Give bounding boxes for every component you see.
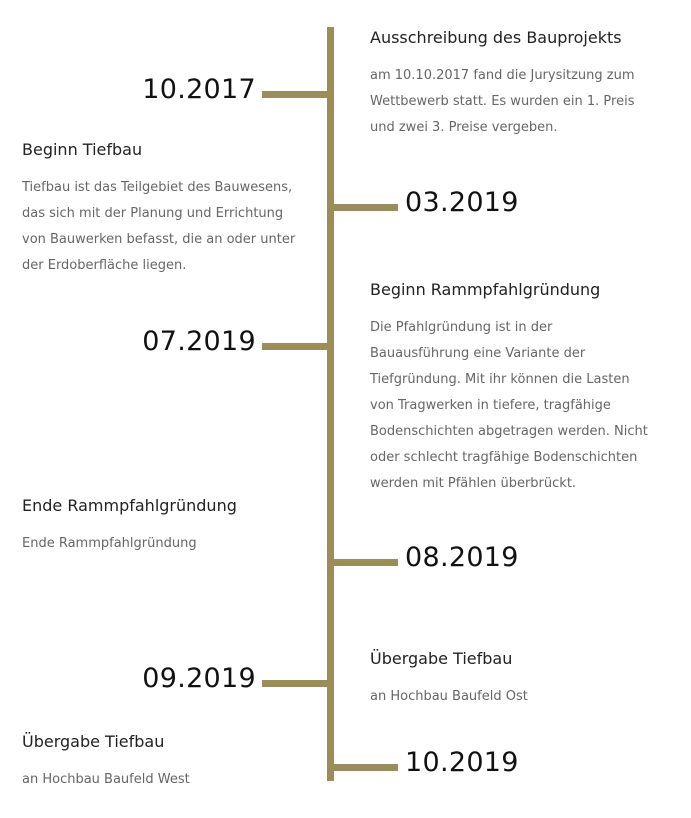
entry-title: Beginn Rammpfahlgründung bbox=[370, 280, 601, 299]
timeline-entry bbox=[22, 139, 302, 279]
entry-title: Übergabe Tiefbau bbox=[22, 732, 165, 751]
timeline-date: 10.2019 bbox=[405, 747, 519, 778]
timeline-axis bbox=[327, 27, 334, 781]
timeline-connector bbox=[330, 764, 398, 771]
timeline-entry bbox=[22, 731, 302, 793]
timeline-entry bbox=[370, 648, 650, 710]
entry-description: an Hochbau Baufeld Ost bbox=[370, 689, 528, 704]
timeline-date: 07.2019 bbox=[142, 326, 256, 357]
timeline-entry bbox=[370, 279, 650, 497]
timeline-connector bbox=[262, 343, 330, 350]
timeline-entry bbox=[370, 27, 650, 141]
entry-description: Ende Rammpfahlgründung bbox=[22, 536, 197, 551]
timeline-date: 03.2019 bbox=[405, 187, 519, 218]
timeline-date: 09.2019 bbox=[142, 663, 256, 694]
timeline-connector bbox=[330, 559, 398, 566]
entry-description: Tiefbau ist das Teilgebiet des Bauwesens, das sich mit der Planung und Errichtung von Bauwerken befasst, die an oder unter der Erdoberfläche liegen. bbox=[22, 180, 296, 273]
timeline-connector bbox=[330, 204, 398, 211]
timeline-connector bbox=[262, 680, 330, 687]
timeline-entry bbox=[22, 495, 302, 557]
entry-title: Ausschreibung des Bauprojekts bbox=[370, 28, 622, 47]
entry-description: an Hochbau Baufeld West bbox=[22, 772, 190, 787]
timeline-connector bbox=[262, 91, 330, 98]
entry-title: Ende Rammpfahlgründung bbox=[22, 496, 237, 515]
timeline-date: 08.2019 bbox=[405, 542, 519, 573]
entry-title: Beginn Tiefbau bbox=[22, 140, 143, 159]
entry-title: Übergabe Tiefbau bbox=[370, 649, 513, 668]
timeline-date: 10.2017 bbox=[142, 74, 256, 105]
entry-description: am 10.10.2017 fand die Jurysitzung zum Wettbewerb statt. Es wurden ein 1. Preis und zwei 3. Preise vergeben. bbox=[370, 68, 635, 135]
entry-description: Die Pfahlgründung ist in der Bauausführung eine Variante der Tiefgründung. Mit ihr können die Lasten von Tragwerken in tiefere, tragfähige Bodenschichten abgetragen werden. Nicht oder schlecht tragfähige Bodenschichten werden mit Pfählen überbrückt. bbox=[370, 320, 648, 491]
